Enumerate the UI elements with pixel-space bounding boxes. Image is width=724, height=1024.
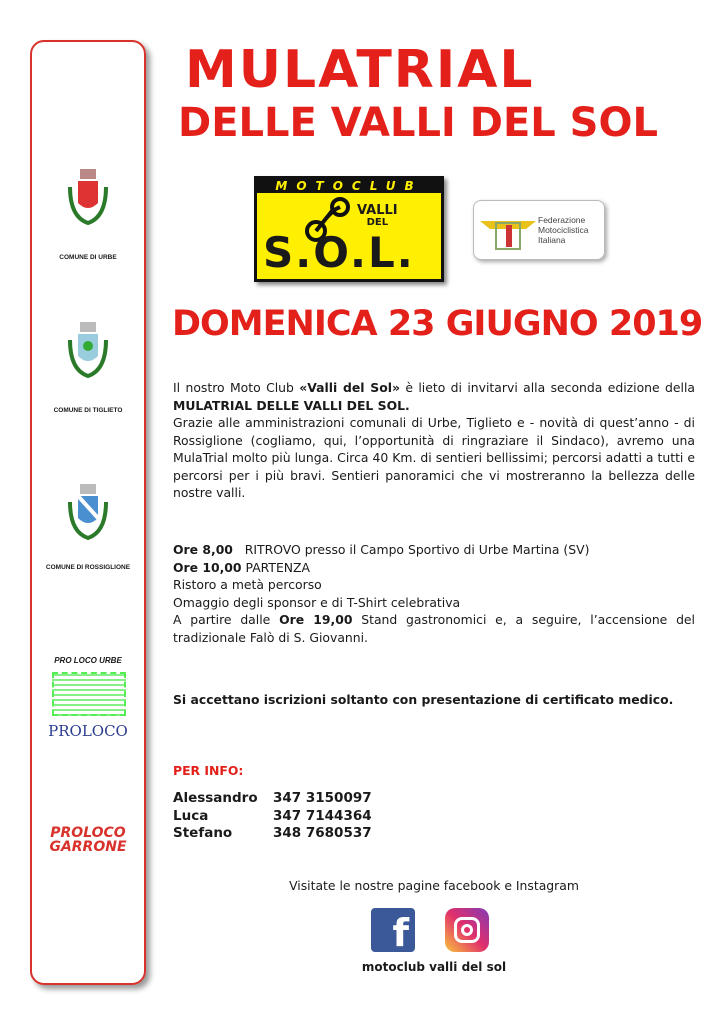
- intro-text: Il nostro Moto Club «Valli del Sol» è lieto di invitarvi alla seconda edizione della MULATRIAL DELLE VALLI DEL SOL. Grazie alle amministrazioni comunali di Urbe, Tiglieto e - novità di quest’anno - di Rossiglione (cogliamo, qui, l’opportunità di ringraziare il Sindaco), avremo una MulaTrial molto più lunga. Circa 40 Km. di sentieri bellissimi; percorsi adatti a tutti e percorsi per i più bravi. Sentieri panoramici che vi mostreranno la bellezza delle nostre valli.: [173, 380, 695, 500]
- program-item: A partire dalle Ore 19,00 Stand gastronomici e, a seguire, l’accensione del tradizionale Falò di S. Giovanni.: [173, 612, 695, 645]
- sol-label: S.O.L.: [263, 228, 415, 277]
- program: [173, 541, 695, 646]
- program-item: Ore 8,00 RITROVO presso il Campo Sportivo di Urbe Martina (SV): [173, 542, 590, 557]
- program-item: Omaggio degli sponsor e di T-Shirt celebrativa: [173, 594, 461, 610]
- comune-label: COMUNE DI URBE: [59, 254, 117, 261]
- proloco-garrone-logo: [32, 826, 144, 854]
- valli-del-label: VALLI DEL: [357, 203, 398, 228]
- urbe-crest-icon: [66, 167, 110, 227]
- contacts: [173, 790, 695, 843]
- contact-row: Alessandro 347 3150097: [173, 790, 372, 806]
- notice: Si accettano iscrizioni soltanto con presentazione di certificato medico.: [173, 692, 674, 707]
- garrone-line2: GARRONE: [49, 839, 127, 855]
- program-item: Ristoro a metà percorso: [173, 577, 322, 592]
- title-line1: MULATRIAL: [185, 40, 535, 100]
- program-item: Ore 10,00 PARTENZA: [173, 559, 311, 575]
- contact-row: Luca 347 7144364: [173, 807, 372, 824]
- proloco-logo: PROLOCO: [48, 722, 128, 740]
- event-date: DOMENICA 23 GIUGNO 2019: [172, 304, 703, 344]
- tiglieto-crest-icon: [66, 320, 110, 380]
- motoclub-label: MOTOCLUB: [257, 179, 441, 193]
- motoclub-logo: [254, 176, 444, 282]
- sponsor-sidebar: [30, 40, 146, 985]
- fmi-emblem-icon: [480, 207, 536, 255]
- fmi-logo: [473, 200, 605, 260]
- fmi-text: Federazione Motociclistica Italiana: [538, 215, 589, 245]
- info-heading: PER INFO:: [173, 763, 244, 778]
- contact-row: Stefano 348 7680537: [173, 825, 372, 841]
- social-handle: motoclub valli del sol: [361, 960, 507, 974]
- title-line2: DELLE VALLI DEL SOL: [178, 100, 658, 146]
- rossiglione-crest-icon: [66, 482, 110, 542]
- garrone-line1: PROLOCO: [50, 825, 126, 841]
- pro-loco-urbe-label: PRO LOCO URBE: [54, 656, 122, 665]
- pro-loco-urbe-logo: [52, 672, 126, 716]
- instagram-icon[interactable]: [445, 908, 489, 952]
- facebook-icon[interactable]: f: [371, 908, 415, 952]
- comune-label: COMUNE DI TIGLIETO: [53, 407, 123, 414]
- comune-label: COMUNE DI ROSSIGLIONE: [45, 564, 131, 571]
- social-text: Visitate le nostre pagine facebook e Instagram: [289, 878, 579, 893]
